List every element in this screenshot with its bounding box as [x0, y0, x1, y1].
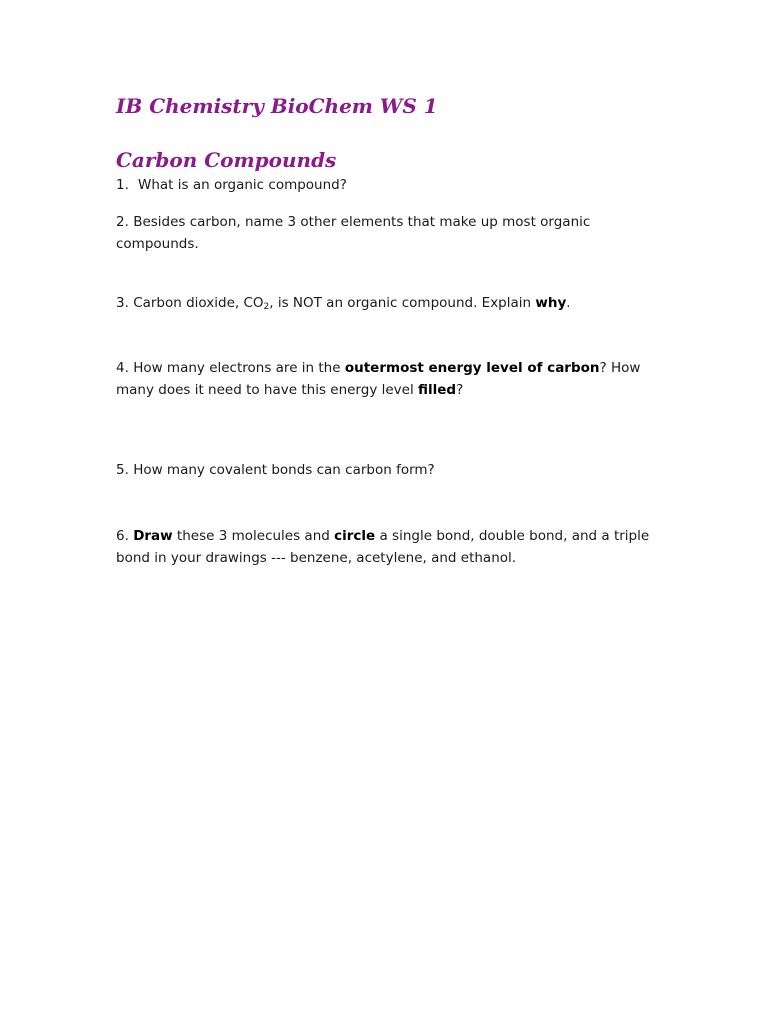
- question-1-text: What is an organic compound?: [138, 177, 347, 193]
- question-6-emphasis-1: Draw: [133, 528, 173, 544]
- question-4-text-middle: ? How many does it need to have this energy level: [116, 360, 641, 398]
- question-2-text: Besides carbon, name 3 other elements that make up most organic compounds.: [116, 214, 591, 252]
- question-2: [116, 211, 676, 255]
- question-4-number: 4.: [116, 360, 129, 376]
- worksheet-title: IB Chemistry BioChem WS 1: [116, 94, 438, 118]
- section-heading: Carbon Compounds: [116, 148, 337, 172]
- question-3-subscript: 2: [263, 302, 270, 312]
- question-4-text-end: ?: [456, 382, 464, 398]
- question-6-number: 6.: [116, 528, 129, 544]
- question-1-number: 1.: [116, 177, 129, 193]
- question-6-text-end: a single bond, double bond, and a triple bond in your drawings --- benzene, acetylene, and ethanol.: [116, 528, 650, 566]
- question-5: [116, 459, 676, 481]
- question-3-text-middle: , is NOT an organic compound. Explain: [269, 295, 536, 311]
- question-3-number: 3.: [116, 295, 129, 311]
- question-4-text-start: How many electrons are in the: [133, 360, 345, 376]
- question-4-emphasis-2: filled: [418, 382, 457, 398]
- question-6-text-middle: these 3 molecules and: [172, 528, 335, 544]
- question-4: [116, 357, 676, 401]
- question-3: [116, 292, 676, 314]
- question-6: [116, 525, 676, 569]
- question-3-emphasis: why: [535, 295, 567, 311]
- question-3-text-start: Carbon dioxide, CO: [133, 295, 264, 311]
- question-5-number: 5.: [116, 462, 129, 478]
- question-4-emphasis-1: outermost energy level of carbon: [344, 360, 600, 376]
- question-6-emphasis-2: circle: [334, 528, 376, 544]
- question-3-text-end: .: [566, 295, 571, 311]
- question-2-number: 2.: [116, 214, 129, 230]
- question-5-text: How many covalent bonds can carbon form?: [133, 462, 435, 478]
- question-1: [116, 174, 676, 196]
